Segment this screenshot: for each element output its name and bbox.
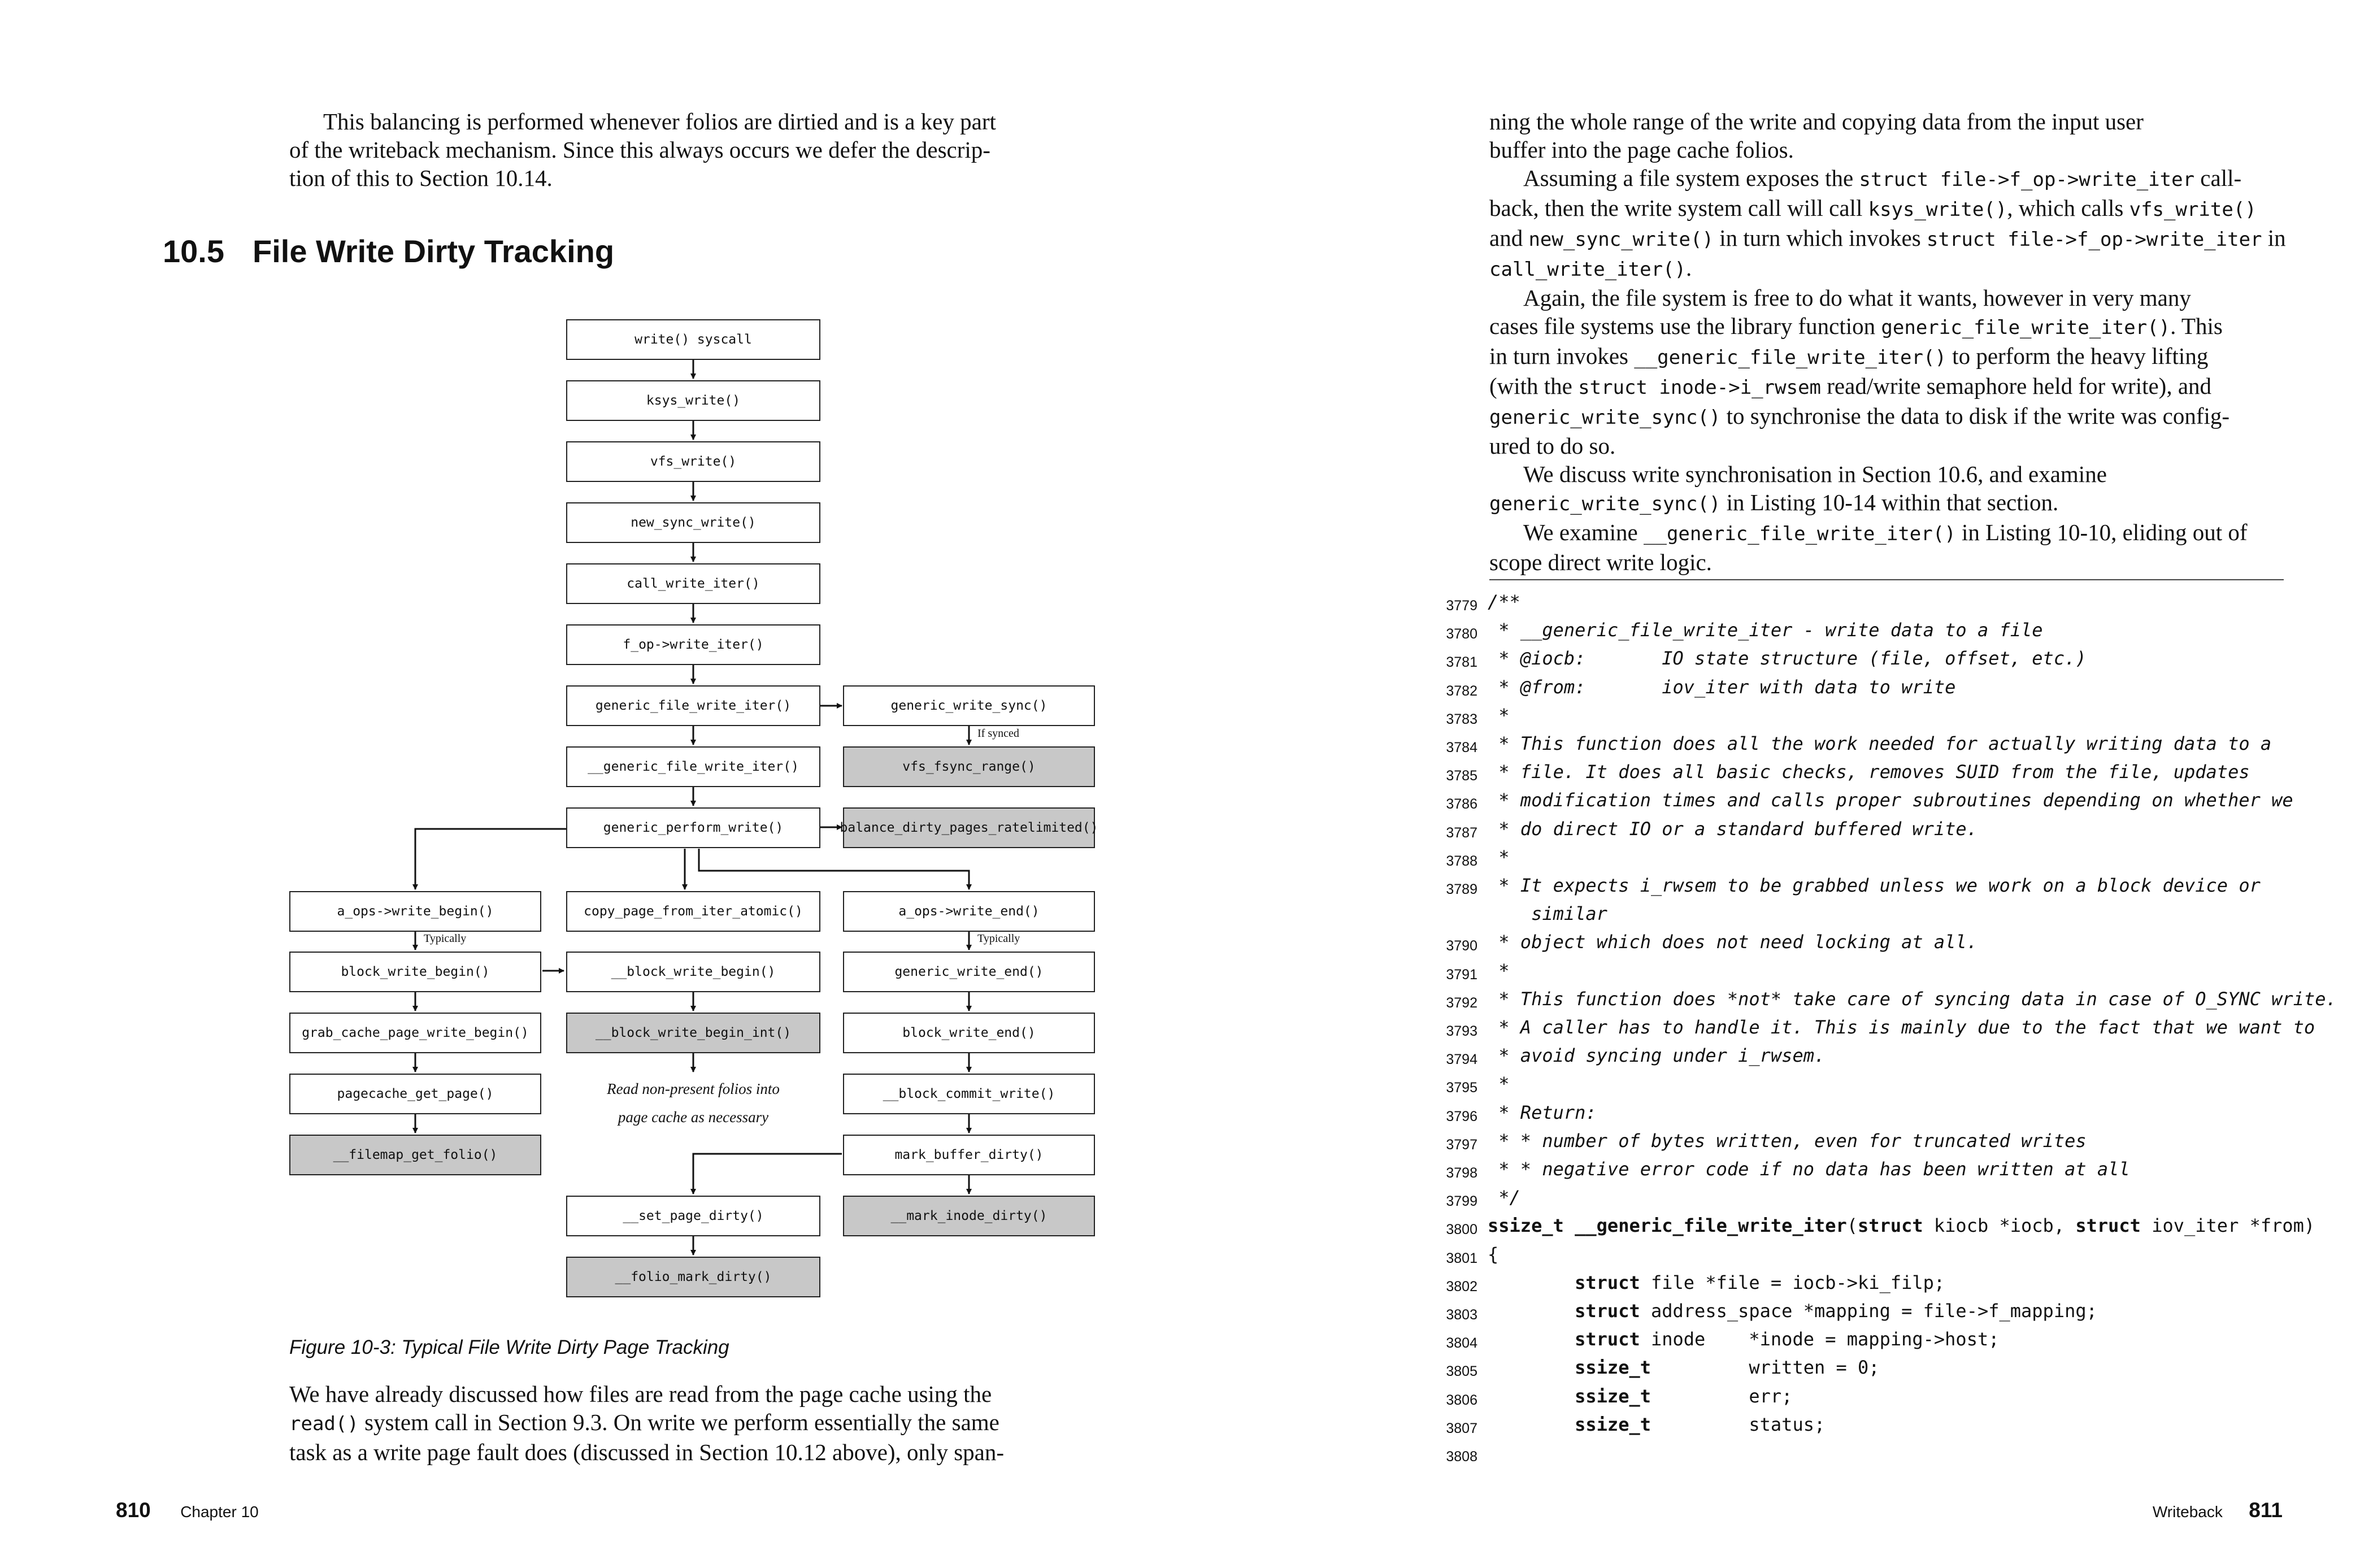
line-number: 3792 (1446, 994, 1477, 1011)
node-generic-write-sync: generic_write_sync() (843, 685, 1095, 726)
node-new-sync-write: new_sync_write() (566, 502, 820, 543)
code-line (1435, 1327, 2283, 1356)
code-text (1488, 1017, 2315, 1038)
code-comment: */ (1488, 1187, 1520, 1209)
para-text: in (2262, 225, 2286, 251)
code-token (1488, 1272, 1575, 1293)
node-pagecache-get-page: pagecache_get_page() (289, 1074, 541, 1114)
intro-line-2: of the writeback mechanism. Since this always occurs we defer the descrip- (289, 137, 990, 163)
code-text (1488, 1328, 1999, 1350)
right-para-line (1489, 164, 2303, 194)
code-line (1435, 1015, 2315, 1044)
edge-label-typically-right: Typically (977, 932, 1020, 945)
code-line (1435, 874, 2283, 902)
code-line (1435, 1441, 2283, 1469)
para-text: . (1686, 255, 1692, 281)
code-line (1435, 1101, 2283, 1129)
right-para-line (1489, 284, 2303, 312)
code-text (1488, 903, 1607, 924)
code-line (1435, 1044, 2283, 1072)
node-underscore-generic-file-write-iter: __generic_file_write_iter() (566, 746, 820, 787)
code-line (1435, 987, 2337, 1015)
inline-code: generic_write_sync() (1489, 493, 1721, 515)
node-copy-page-from-iter-atomic: copy_page_from_iter_atomic() (566, 891, 820, 932)
code-token (1488, 1328, 1575, 1350)
line-number: 3796 (1446, 1108, 1477, 1124)
bottom-line-3-text: task as a write page fault does (discussed in Section 10.12 above), only span- (289, 1439, 1004, 1465)
code-line (1435, 703, 2283, 732)
code-keyword: struct (1575, 1271, 1640, 1293)
code-keyword: ssize_t (1575, 1413, 1651, 1435)
para-text: and (1489, 225, 1529, 251)
node-vfs-fsync-range: vfs_fsync_range() (843, 746, 1095, 787)
code-line (1435, 732, 2283, 760)
para-text: scope direct write logic. (1489, 549, 1712, 575)
right-running-head: Writeback (2152, 1503, 2223, 1521)
right-para-line (1489, 460, 2303, 488)
right-para-line (1489, 518, 2303, 548)
code-token (1488, 1357, 1575, 1378)
code-token: address_space *mapping = file->f_mapping; (1640, 1300, 2097, 1322)
line-number: 3808 (1446, 1449, 1477, 1465)
node-a-ops-write-end: a_ops->write_end() (843, 891, 1095, 932)
node-set-page-dirty: __set_page_dirty() (566, 1196, 820, 1236)
left-running-head: Chapter 10 (180, 1503, 259, 1521)
code-text (1488, 1385, 1792, 1407)
right-para-line (1489, 312, 2303, 342)
code-line (1435, 930, 2283, 958)
code-token: status; (1650, 1413, 1826, 1435)
line-number: 3784 (1446, 740, 1477, 755)
code-token: ( (1846, 1215, 1858, 1237)
code-comment: * * number of bytes written, even for truncated writes (1488, 1130, 2087, 1152)
para-text: read/write semaphore held for write), and (1821, 373, 2212, 399)
code-token: written = 0; (1650, 1357, 1880, 1379)
edge-label-if-synced: If synced (977, 727, 1019, 740)
code-token: file *file = iocb->ki_filp; (1640, 1271, 1945, 1293)
code-line (1435, 1413, 2283, 1441)
para-text: call- (2194, 165, 2242, 191)
right-footer (2153, 1498, 2283, 1522)
node-mark-inode-dirty: __mark_inode_dirty() (843, 1196, 1095, 1236)
code-line (1435, 618, 2283, 646)
right-para-line (1489, 342, 2303, 372)
node-generic-file-write-iter: generic_file_write_iter() (566, 685, 820, 726)
node-block-commit-write: __block_commit_write() (843, 1074, 1095, 1114)
line-number: 3788 (1446, 853, 1477, 869)
code-text (1488, 789, 2293, 811)
bottom-line-3 (289, 1438, 1148, 1466)
code-keyword: ssize_t (1575, 1357, 1651, 1379)
code-text (1488, 875, 2261, 896)
code-line (1435, 1356, 2283, 1384)
node-block-write-end: block_write_end() (843, 1013, 1095, 1053)
node-vfs-write: vfs_write() (566, 441, 820, 482)
code-comment: * do direct IO or a standard buffered write. (1488, 818, 1977, 840)
left-footer (116, 1498, 259, 1522)
inline-code: __generic_file_write_iter() (1634, 346, 1946, 369)
code-comment: * A caller has to handle it. This is mainly due to the fact that we want to (1488, 1017, 2315, 1038)
node-ksys-write: ksys_write() (566, 380, 820, 421)
code-line (1435, 1157, 2283, 1185)
code-text (1488, 1244, 1498, 1265)
node-mark-buffer-dirty: mark_buffer_dirty() (843, 1135, 1095, 1175)
code-comment: * (1488, 1073, 1510, 1095)
node-generic-perform-write: generic_perform_write() (566, 807, 820, 848)
code-text (1488, 1102, 1597, 1123)
node-folio-mark-dirty: __folio_mark_dirty() (566, 1257, 820, 1297)
code-line (1435, 1072, 2283, 1100)
code-token (1488, 1385, 1575, 1407)
code-text (1488, 818, 1977, 840)
code-text (1488, 648, 2087, 669)
edge-label-typically-left: Typically (424, 932, 467, 945)
para-text: (with the (1489, 373, 1579, 399)
para-text: Assuming a file system exposes the (1523, 165, 1859, 191)
code-keyword: ssize_t (1575, 1385, 1651, 1407)
node-generic-write-end: generic_write_end() (843, 952, 1095, 992)
code-token (1488, 1414, 1575, 1435)
code-text (1488, 761, 2250, 783)
inline-code: generic_file_write_iter() (1881, 316, 2171, 339)
bottom-paragraph (289, 1380, 1148, 1466)
bottom-line-1 (289, 1380, 1148, 1408)
inline-code: vfs_write() (2129, 198, 2257, 221)
code-comment: * __generic_file_write_iter - write data to a file (1488, 619, 2043, 641)
line-number: 3803 (1446, 1307, 1477, 1323)
para-text: Again, the file system is free to do what it wants, however in very many (1523, 285, 2191, 311)
line-number: 3798 (1446, 1165, 1477, 1181)
code-line (1435, 1271, 2283, 1299)
code-text (1488, 1414, 1825, 1435)
figure-caption: Figure 10-3: Typical File Write Dirty Page Tracking (289, 1336, 729, 1358)
node-f-op-write-iter: f_op->write_iter() (566, 624, 820, 665)
code-token: inode *inode = mapping->host; (1640, 1328, 2000, 1350)
code-keyword: struct (1858, 1215, 1923, 1237)
bottom-line-2-text: system call in Section 9.3. On write we perform essentially the same (358, 1409, 999, 1435)
line-number: 3786 (1446, 796, 1477, 813)
code-comment: * Return: (1488, 1101, 1597, 1123)
code-comment: * * negative error code if no data has been written at all (1488, 1158, 2130, 1180)
code-comment: * object which does not need locking at all. (1488, 931, 1977, 953)
right-para-line (1489, 432, 2303, 460)
inline-code: generic_write_sync() (1489, 406, 1721, 429)
code-text (1488, 960, 1510, 981)
code-line (1435, 646, 2283, 675)
code-comment: * This function does *not* take care of syncing data in case of O_SYNC write. (1488, 988, 2337, 1010)
diagram-note-line-2: page cache as necessary (618, 1109, 769, 1126)
code-text (1488, 1130, 2087, 1152)
line-number: 3800 (1446, 1222, 1477, 1238)
para-text: ured to do so. (1489, 433, 1616, 459)
right-para-line (1489, 254, 2303, 284)
code-text (1488, 1187, 1520, 1208)
code-line (1435, 1185, 2283, 1214)
code-comment: * file. It does all basic checks, removes SUID from the file, updates (1488, 761, 2250, 783)
code-keyword: struct (1575, 1300, 1640, 1322)
code-line (1435, 1384, 2283, 1413)
code-token: kiocb *iocb, (1923, 1215, 2076, 1237)
code-text (1488, 705, 1510, 726)
line-number: 3782 (1446, 683, 1477, 699)
line-number: 3791 (1446, 966, 1477, 983)
inline-code: struct inode->i_rwsem (1578, 376, 1822, 399)
bottom-line-2-code: read() (289, 1413, 359, 1435)
code-comment: * modification times and calls proper subroutines depending on whether we (1488, 789, 2293, 811)
para-text: to perform the heavy lifting (1946, 343, 2209, 369)
code-keyword: struct (1575, 1328, 1640, 1350)
code-line (1435, 1243, 2283, 1271)
para-text: in Listing 10-14 within that section. (1720, 489, 2059, 515)
line-number: 3805 (1446, 1363, 1477, 1380)
line-number: 3801 (1446, 1250, 1477, 1266)
line-number: 3781 (1446, 654, 1477, 671)
code-token (1488, 1300, 1575, 1322)
code-line (1435, 902, 2283, 930)
para-text: in turn invokes (1489, 343, 1635, 369)
para-text: in turn which invokes (1713, 225, 1927, 251)
para-text: cases file systems use the library function (1489, 313, 1881, 339)
node-write-syscall: write() syscall (566, 319, 820, 360)
para-text: , which calls (2007, 195, 2129, 221)
node-filemap-get-folio: __filemap_get_folio() (289, 1135, 541, 1175)
para-text: ning the whole range of the write and copying data from the input user (1489, 108, 2144, 134)
code-text (1488, 1300, 2097, 1322)
code-token: { (1488, 1243, 1499, 1265)
para-text: to synchronise the data to disk if the write was config- (1720, 403, 2230, 429)
code-comment: * avoid syncing under i_rwsem. (1488, 1045, 1826, 1067)
code-comment: similar (1488, 903, 1607, 925)
line-number: 3790 (1446, 938, 1477, 954)
para-text: back, then the write system call will call (1489, 195, 1868, 221)
code-comment: * This function does all the work needed for actually writing data to a (1488, 733, 2272, 754)
line-number: 3797 (1446, 1136, 1477, 1153)
line-number: 3804 (1446, 1335, 1477, 1352)
para-text: We examine (1523, 519, 1644, 545)
code-text (1488, 1215, 2315, 1236)
code-comment: * (1488, 846, 1510, 868)
code-comment: * (1488, 704, 1510, 726)
intro-line-3: tion of this to Section 10.14. (289, 165, 553, 191)
line-number: 3802 (1446, 1278, 1477, 1295)
node-block-write-begin-int: __block_write_begin_int() (566, 1013, 820, 1053)
node-underscore-block-write-begin: __block_write_begin() (566, 952, 820, 992)
code-line (1435, 845, 2283, 874)
code-keyword: ssize_t __generic_file_write_iter (1488, 1215, 1847, 1237)
listing-rule (1489, 579, 2284, 580)
code-line (1435, 675, 2283, 703)
line-number: 3806 (1446, 1392, 1477, 1408)
right-paragraphs (1489, 107, 2303, 576)
node-balance-dirty-pages-ratelimited: balance_dirty_pages_ratelimited() (843, 807, 1095, 848)
intro-line-1: This balancing is performed whenever folios are dirtied and is a key part (323, 108, 996, 134)
code-line (1435, 1299, 2283, 1327)
line-number: 3799 (1446, 1193, 1477, 1210)
code-text (1488, 988, 2337, 1010)
para-text: in Listing 10-10, eliding out of (1955, 519, 2248, 545)
inline-code: call_write_iter() (1489, 258, 1686, 281)
line-number: 3789 (1446, 881, 1477, 897)
bottom-line-2 (289, 1408, 1148, 1438)
line-number: 3787 (1446, 824, 1477, 841)
code-line (1435, 1129, 2283, 1157)
code-text (1488, 676, 1955, 698)
code-text (1488, 591, 1520, 613)
inline-code: struct file->f_op->write_iter (1926, 228, 2262, 251)
code-text (1488, 1272, 1945, 1293)
right-para-line (1489, 548, 2303, 576)
para-text: . This (2170, 313, 2223, 339)
line-number: 3783 (1446, 711, 1477, 727)
code-text (1488, 619, 2043, 641)
code-keyword: struct (2075, 1215, 2141, 1237)
code-text (1488, 1357, 1880, 1378)
right-para-line (1489, 107, 2303, 136)
right-para-line (1489, 224, 2303, 254)
right-para-line (1489, 194, 2303, 224)
right-para-line (1489, 136, 2303, 164)
inline-code: __generic_file_write_iter() (1644, 523, 1956, 545)
diagram-note-line-1: Read non-present folios into (607, 1080, 780, 1097)
left-page-number: 810 (116, 1498, 151, 1522)
node-call-write-iter: call_write_iter() (566, 563, 820, 604)
line-number: 3795 (1446, 1080, 1477, 1096)
para-text: buffer into the page cache folios. (1489, 137, 1794, 163)
code-line (1435, 590, 2283, 618)
node-block-write-begin: block_write_begin() (289, 952, 541, 992)
right-para-line (1489, 372, 2303, 402)
code-comment: /** (1488, 591, 1520, 613)
section-number: 10.5 (163, 233, 224, 269)
code-token: err; (1650, 1385, 1793, 1407)
inline-code: ksys_write() (1868, 198, 2007, 221)
code-token: iov_iter *from) (2140, 1215, 2315, 1237)
section-title: File Write Dirty Tracking (253, 233, 615, 269)
code-text (1488, 931, 1977, 953)
code-comment: * It expects i_rwsem to be grabbed unless we work on a block device or (1488, 875, 2261, 896)
code-text (1488, 1158, 2130, 1180)
code-comment: * @iocb: IO state structure (file, offset, etc.) (1488, 648, 2087, 670)
inline-code: struct file->f_op->write_iter (1859, 168, 2195, 191)
line-number: 3794 (1446, 1052, 1477, 1068)
right-page-number: 811 (2249, 1498, 2283, 1522)
inline-code: new_sync_write() (1528, 228, 1714, 251)
code-text (1488, 733, 2271, 754)
line-number: 3793 (1446, 1023, 1477, 1039)
code-line (1435, 817, 2283, 845)
line-number: 3780 (1446, 626, 1477, 642)
code-text (1488, 846, 1510, 868)
code-text (1488, 1045, 1825, 1066)
para-text: We discuss write synchronisation in Section 10.6, and examine (1523, 461, 2107, 487)
right-para-line (1489, 402, 2303, 432)
right-para-line (1489, 488, 2303, 518)
code-line (1435, 959, 2283, 987)
code-line (1435, 760, 2283, 788)
diagram-note (566, 1075, 820, 1131)
code-text (1488, 1073, 1510, 1094)
code-comment: * (1488, 959, 1510, 981)
dirty-tracking-diagram (0, 0, 1186, 1356)
line-number: 3779 (1446, 598, 1477, 614)
bottom-line-1-text: We have already discussed how files are read from the page cache using the (289, 1381, 992, 1407)
code-comment: * @from: iov_iter with data to write (1488, 676, 1956, 698)
code-line (1435, 788, 2293, 816)
node-grab-cache-page-write-begin: grab_cache_page_write_begin() (289, 1013, 541, 1053)
line-number: 3807 (1446, 1420, 1477, 1436)
code-line (1435, 1214, 2315, 1242)
node-a-ops-write-begin: a_ops->write_begin() (289, 891, 541, 932)
line-number: 3785 (1446, 768, 1477, 784)
